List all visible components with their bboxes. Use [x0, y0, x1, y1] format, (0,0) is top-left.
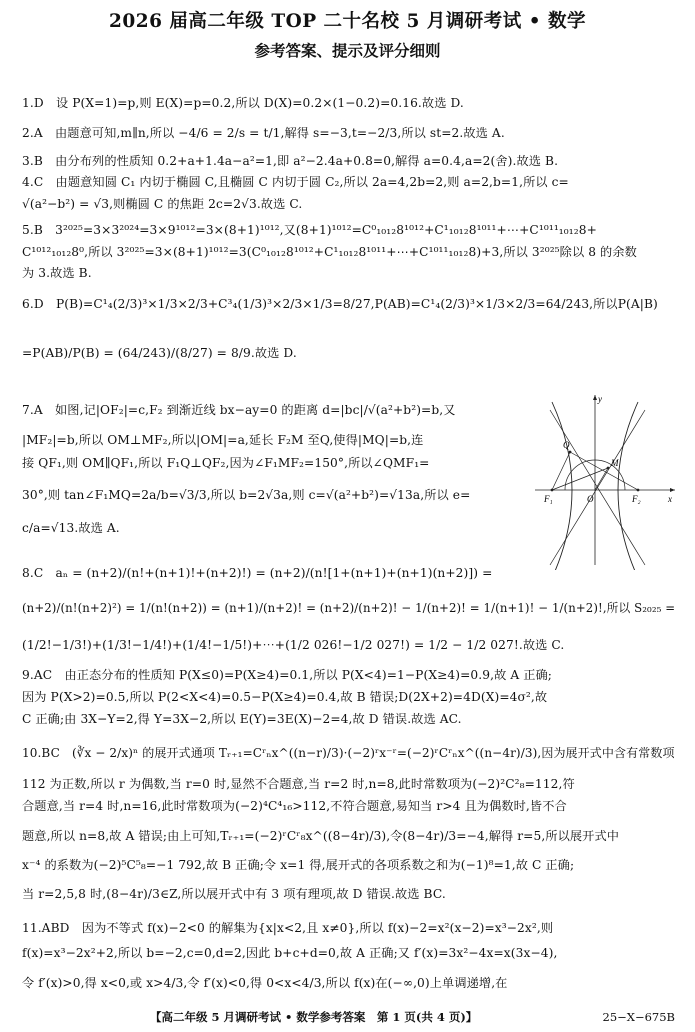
label-Q: Q: [563, 440, 570, 450]
answer-7-line-1: 7.A 如图,记|OF₂|=c,F₂ 到渐近线 bx−ay=0 的距离 d=|bc|/√(a²+b²)=b,又: [22, 403, 456, 417]
hyperbola-diagram: [530, 390, 680, 570]
label-M: M: [611, 458, 619, 468]
answer-7-line-3: 接 QF₁,则 OM∥QF₁,所以 F₁Q⊥QF₂,因为∠F₁MF₂=150°,所以∠QMF₁=: [22, 456, 430, 470]
label-O: O: [587, 494, 594, 504]
answer-8-line-3: (1/2!−1/3!)+(1/3!−1/4!)+(1/4!−1/5!)+⋯+(1/2 026!−1/2 027!) = 1/2 − 1/2 027!.故选 C.: [22, 638, 565, 652]
point-F1: [551, 489, 554, 492]
segment-F1M: [552, 468, 608, 490]
point-Q: [569, 451, 572, 454]
answer-9-line-3: C 正确;由 3X−Y=2,得 Y=3X−2,所以 E(Y)=3E(X)−2=4,故 D 错误.故选 AC.: [22, 712, 462, 726]
answer-9-line-1: 9.AC 由正态分布的性质知 P(X≤0)=P(X≥4)=0.1,所以 P(X<4)=1−P(X≥4)=0.9,故 A 正确;: [22, 668, 553, 682]
point-F2: [637, 489, 640, 492]
answer-7-line-4: 30°,则 tan∠F₁MQ=2a/b=√3/3,所以 b=2√3a,则 c=√(a²+b²)=√13a,所以 e=: [22, 488, 471, 502]
answer-5-line-1: 5.B 3²⁰²⁵=3×3²⁰²⁴=3×9¹⁰¹²=3×(8+1)¹⁰¹²,又(8+1)¹⁰¹²=C⁰₁₀₁₂8¹⁰¹²+C¹₁₀₁₂8¹⁰¹¹+⋯+C¹⁰¹¹₁₀₁₂8+: [22, 223, 597, 237]
answer-3-line-1: 3.B 由分布列的性质知 0.2+a+1.4a−a²=1,即 a²−2.4a+0.8=0,解得 a=0.4,a=2(舍).故选 B.: [22, 154, 559, 168]
page-footer: 【高二年级 5 月调研考试 • 数学参考答案 第 1 页(共 4 页)】: [150, 1010, 478, 1024]
answer-4-line-1: 4.C 由题意知圆 C₁ 内切于椭圆 C,且椭圆 C 内切于圆 C₂,所以 2a=4,2b=2,则 a=2,b=1,所以 c=: [22, 175, 569, 189]
answer-8-line-2: (n+2)/(n!(n+2)²) = 1/(n!(n+2)) = (n+1)/(n+2)! = (n+2)/(n+2)! − 1/(n+2)! = 1/(n+1)! − 1/(n+2)!,所以 S₂₀₂₅ =: [22, 601, 676, 615]
answer-7-line-2: |MF₂|=b,所以 OM⊥MF₂,所以|OM|=a,延长 F₂M 至Q,使得|MQ|=b,连: [22, 433, 424, 447]
answer-4-line-2: √(a²−b²) = √3,则椭圆 C 的焦距 2c=2√3.故选 C.: [22, 197, 303, 211]
hyperbola-figure: [530, 390, 680, 570]
page-title: 2026 届高二年级 TOP 二十名校 5 月调研考试 • 数学: [108, 11, 587, 32]
answer-10-line-1: 10.BC (∛x − 2/x)ⁿ 的展开式通项 Tᵣ₊₁=Cʳₙx^((n−r)/3)·(−2)ʳx⁻ʳ=(−2)ʳCʳₙx^((n−4r)/3),因为展开式中含有常数项: [22, 746, 675, 760]
answer-5-line-2: C¹⁰¹²₁₀₁₂8⁰,所以 3²⁰²⁵=3×(8+1)¹⁰¹²=3(C⁰₁₀₁₂8¹⁰¹²+C¹₁₀₁₂8¹⁰¹¹+⋯+C¹⁰¹¹₁₀₁₂8)+3,所以 3²⁰²⁵除以 8 的余数: [22, 245, 637, 259]
point-M: [607, 467, 610, 470]
label-x: x: [668, 494, 672, 504]
label-F2: F₂: [632, 494, 641, 504]
segment-OM: [595, 468, 608, 490]
answer-11-line-1: 11.ABD 因为不等式 f(x)−2<0 的解集为{x|x<2,且 x≠0},所以 f(x)−2=x²(x−2)=x³−2x²,则: [22, 921, 554, 935]
answer-10-line-6: 当 r=2,5,8 时,(8−4r)/3∈Z,所以展开式中有 3 项有理项,故 D 错误.故选 BC.: [22, 887, 446, 901]
answer-6-line-2: =P(AB)/P(B) = (64/243)/(8/27) = 8/9.故选 D.: [22, 346, 297, 360]
segment-QF2: [570, 452, 638, 490]
answer-1-line-1: 1.D 设 P(X=1)=p,则 E(X)=p=0.2,所以 D(X)=0.2×(1−0.2)=0.16.故选 D.: [22, 96, 464, 110]
answer-9-line-2: 因为 P(X>2)=0.5,所以 P(2<X<4)=0.5−P(X≥4)=0.4,故 B 错误;D(2X+2)=4D(X)=4σ²,故: [22, 690, 548, 704]
label-y: y: [598, 394, 602, 404]
answer-5-line-3: 为 3.故选 B.: [22, 266, 92, 280]
answer-10-line-4: 题意,所以 n=8,故 A 错误;由上可知,Tᵣ₊₁=(−2)ʳCʳ₈x^((8−4r)/3),令(8−4r)/3=−4,解得 r=5,所以展开式中: [22, 829, 620, 843]
x-axis-arrow: [670, 488, 675, 492]
answer-6-line-1: 6.D P(B)=C¹₄(2/3)³×1/3×2/3+C³₄(1/3)³×2/3×1/3=8/27,P(AB)=C¹₄(2/3)³×1/3×2/3=64/243,所以P(A|B): [22, 297, 658, 311]
y-axis-arrow: [593, 395, 597, 400]
answer-10-line-5: x⁻⁴ 的系数为(−2)⁵C⁵₈=−1 792,故 B 正确;令 x=1 得,展开式的各项系数之和为(−1)⁸=1,故 C 正确;: [22, 858, 575, 872]
answer-7-line-5: c/a=√13.故选 A.: [22, 521, 120, 535]
answer-8-line-1: 8.C aₙ = (n+2)/(n!+(n+1)!+(n+2)!) = (n+2)/(n![1+(n+1)+(n+1)(n+2)]) =: [22, 566, 493, 580]
answer-2-line-1: 2.A 由题意可知,m∥n,所以 −4/6 = 2/s = t/1,解得 s=−3,t=−2/3,所以 st=2.故选 A.: [22, 126, 505, 140]
answer-10-line-3: 合题意,当 r=4 时,n=16,此时常数项为(−2)⁴C⁴₁₆>112,不符合题意,易知当 r>4 且为偶数时,皆不合: [22, 799, 567, 813]
document-code: 25−X−675B: [602, 1010, 675, 1024]
hyperbola-right-branch: [618, 402, 638, 570]
answer-11-line-2: f(x)=x³−2x²+2,所以 b=−2,c=0,d=2,因此 b+c+d=0,故 A 正确;又 f′(x)=3x²−4x=x(3x−4),: [22, 946, 558, 960]
answer-10-line-2: 112 为正数,所以 r 为偶数,当 r=0 时,显然不合题意,当 r=2 时,n=8,此时常数项为(−2)²C²₈=112,符: [22, 777, 575, 791]
page-subtitle: 参考答案、提示及评分细则: [254, 41, 441, 60]
label-F1: F₁: [544, 494, 553, 504]
answer-11-line-3: 令 f′(x)>0,得 x<0,或 x>4/3,令 f′(x)<0,得 0<x<4/3,所以 f(x)在(−∞,0)上单调递增,在: [22, 976, 508, 990]
